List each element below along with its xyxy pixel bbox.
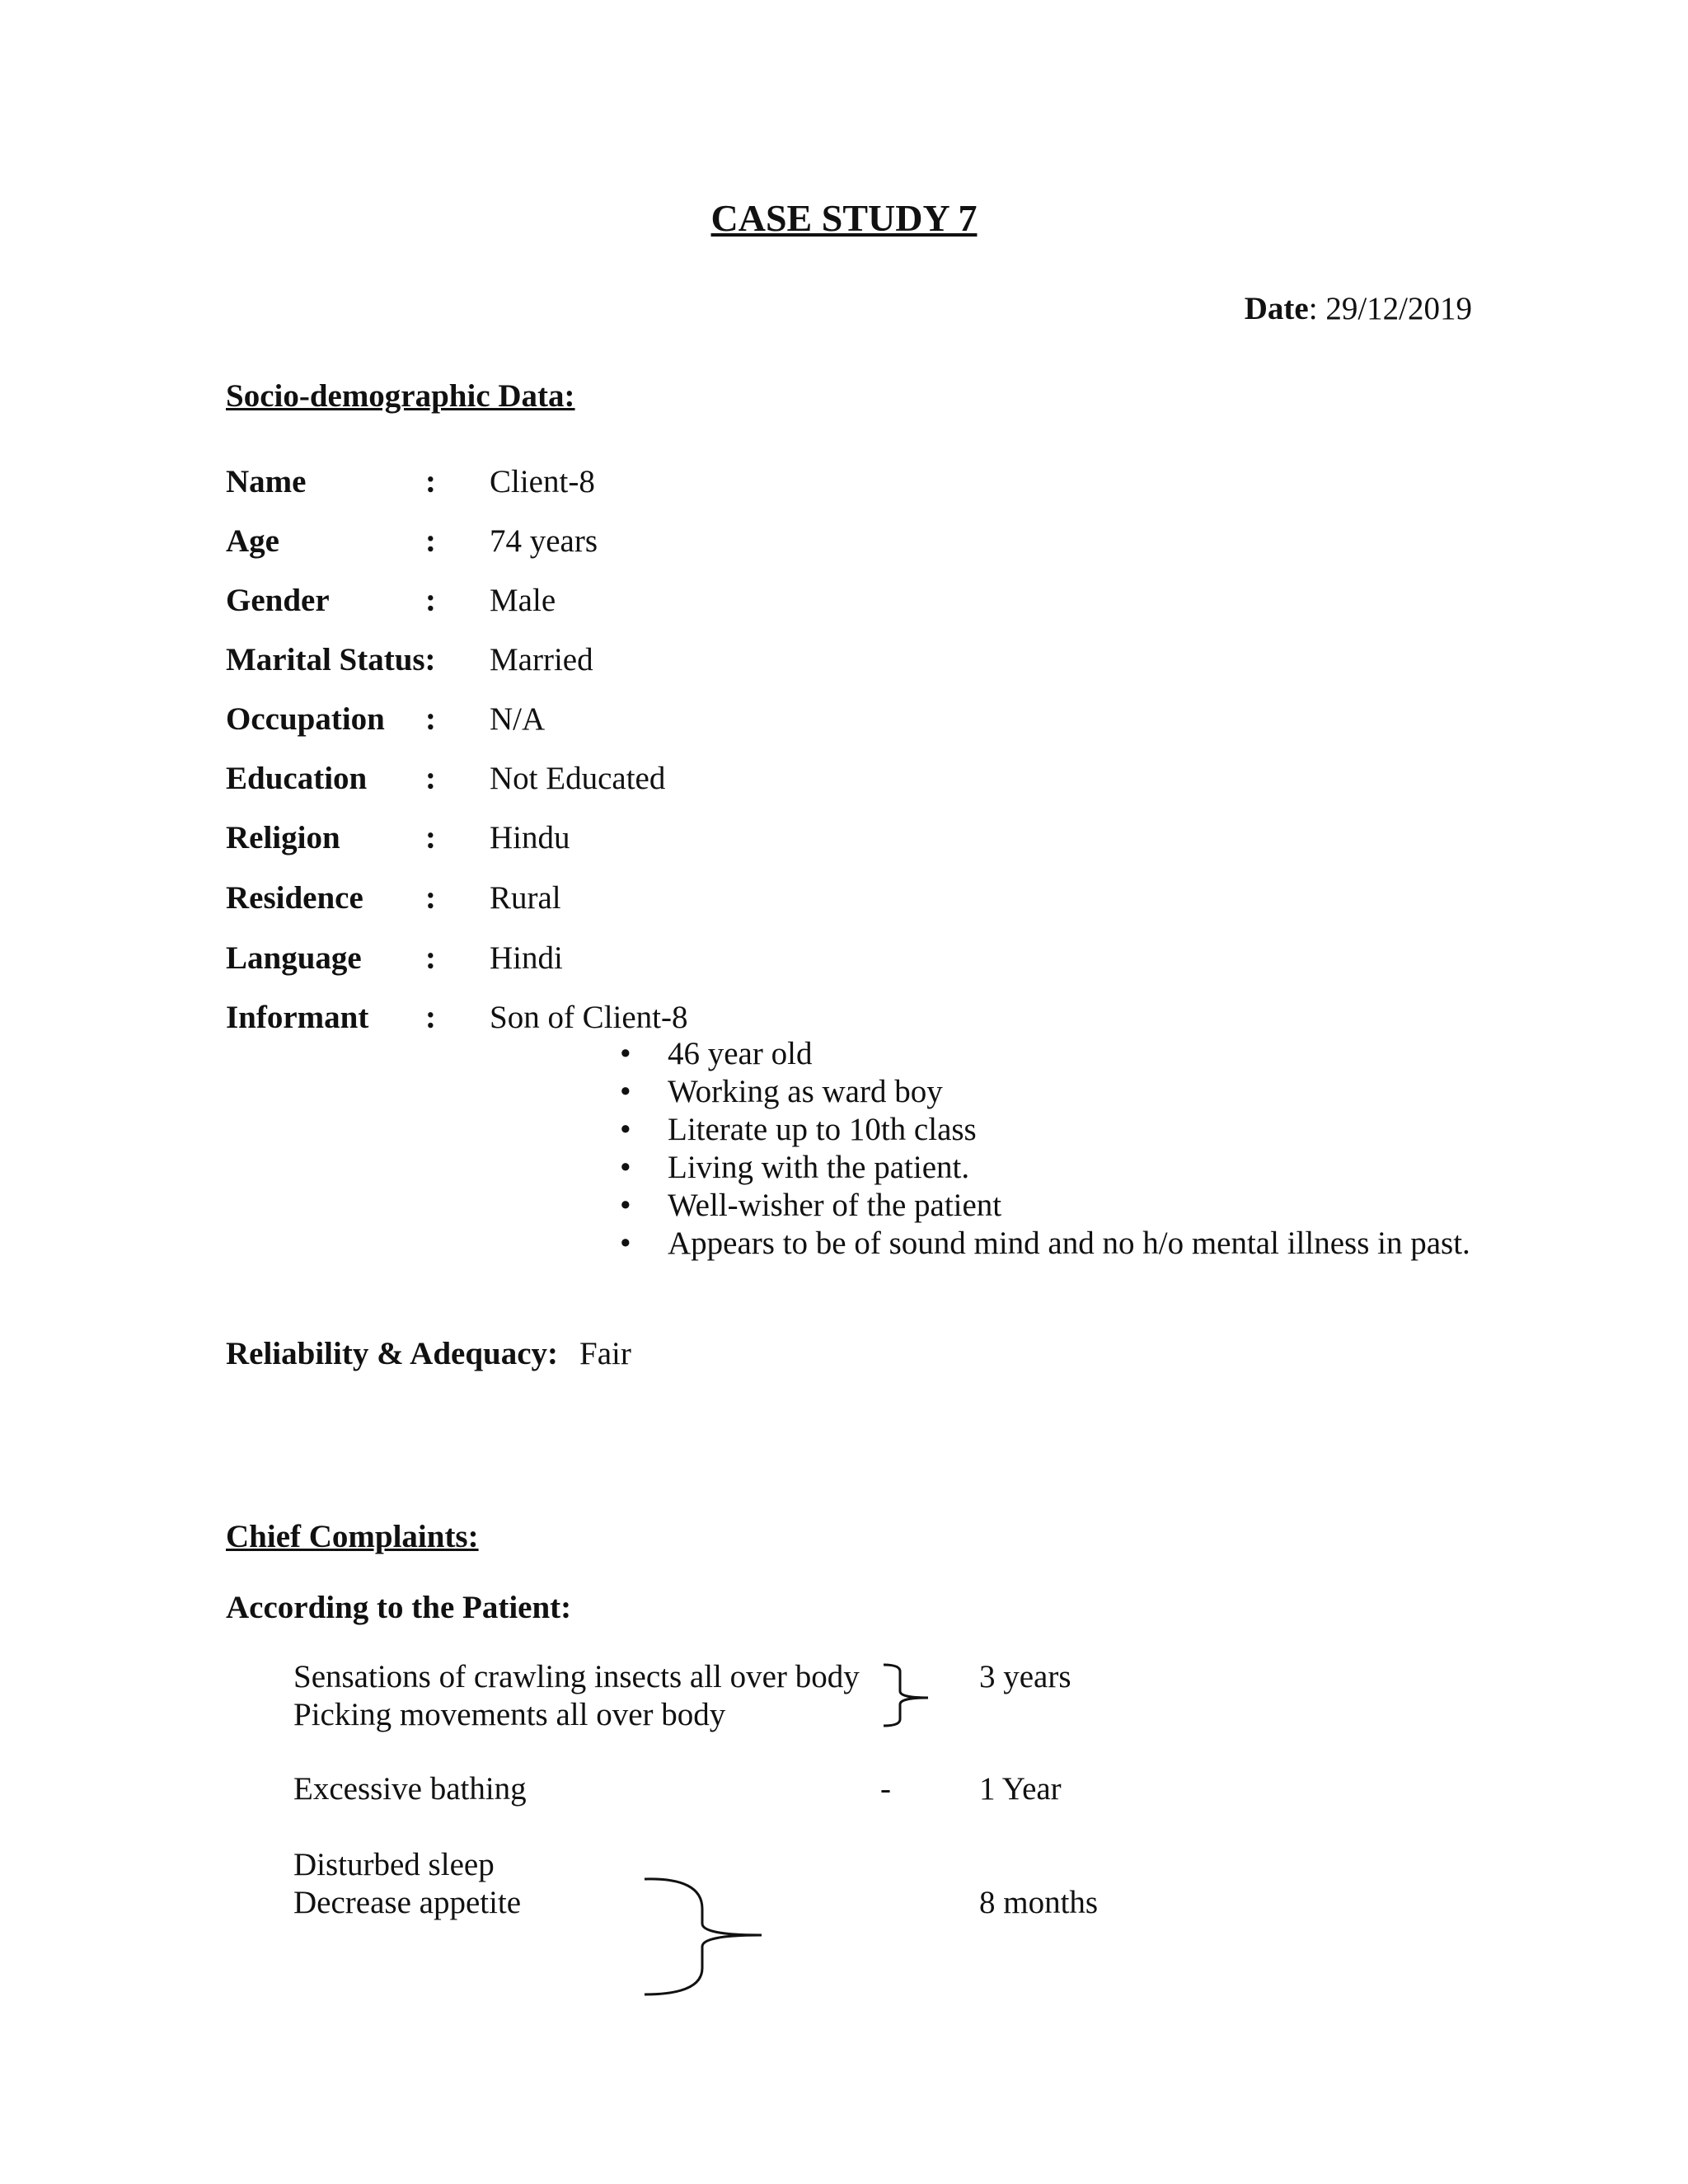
field-colon: : xyxy=(425,820,436,855)
reliability-label: Reliability & Adequacy: xyxy=(226,1336,559,1371)
bullet-icon: • xyxy=(620,1150,631,1185)
field-value: Not Educated xyxy=(490,761,666,796)
field-label: Name xyxy=(226,464,307,499)
bullet-icon: • xyxy=(620,1036,631,1071)
date-value: : 29/12/2019 xyxy=(1308,291,1472,326)
field-colon: : xyxy=(425,1000,436,1035)
field-colon: : xyxy=(425,464,436,499)
complaint-item: Sensations of crawling insects all over body xyxy=(293,1659,860,1694)
date-line xyxy=(1245,290,1472,327)
list-item: • 46 year old xyxy=(620,1036,813,1071)
field-value: 74 years xyxy=(490,523,598,559)
field-label: Marital Status: xyxy=(226,642,436,677)
bullet-icon: • xyxy=(620,1188,631,1223)
list-item: • Literate up to 10th class xyxy=(620,1112,977,1147)
right-brace-icon xyxy=(882,1661,931,1727)
field-value: N/A xyxy=(490,701,546,737)
field-value: Married xyxy=(490,642,593,677)
field-label: Informant xyxy=(226,1000,369,1035)
field-colon: : xyxy=(425,940,436,976)
field-label: Age xyxy=(226,523,279,559)
bullet-icon: • xyxy=(620,1112,631,1147)
complaint-dash: - xyxy=(880,1771,891,1807)
field-value: Client-8 xyxy=(490,464,595,499)
sociodemographic-heading: Socio-demographic Data: xyxy=(226,378,575,414)
according-to-patient-heading: According to the Patient: xyxy=(226,1590,572,1625)
list-item: • Living with the patient. xyxy=(620,1150,970,1185)
complaint-item: Excessive bathing xyxy=(293,1771,527,1807)
field-value: Male xyxy=(490,583,556,618)
field-colon: : xyxy=(425,761,436,796)
field-colon: : xyxy=(425,701,436,737)
field-label: Residence xyxy=(226,880,363,916)
reliability-line xyxy=(226,1335,631,1372)
field-value: Rural xyxy=(490,880,561,916)
field-value: Hindi xyxy=(490,940,563,976)
complaint-item: Disturbed sleep xyxy=(293,1847,495,1882)
list-item: • Well-wisher of the patient xyxy=(620,1188,1002,1223)
date-label: Date xyxy=(1244,291,1309,326)
field-label: Language xyxy=(226,940,362,976)
informant-details-list xyxy=(610,1035,1484,1263)
field-label: Occupation xyxy=(226,701,385,737)
complaint-item: Decrease appetite xyxy=(293,1885,522,1920)
field-label: Education xyxy=(226,761,368,796)
field-label: Gender xyxy=(226,583,330,618)
list-item: • Appears to be of sound mind and no h/o mental illness in past. xyxy=(620,1226,1470,1261)
bullet-icon: • xyxy=(620,1226,631,1261)
bullet-icon: • xyxy=(620,1074,631,1109)
complaint-item: Picking movements all over body xyxy=(293,1697,726,1732)
field-colon: : xyxy=(425,523,436,559)
list-item: • Working as ward boy xyxy=(620,1074,943,1109)
field-colon: : xyxy=(425,880,436,916)
field-colon: : xyxy=(425,583,436,618)
right-brace-icon xyxy=(643,1876,767,1999)
field-label: Religion xyxy=(226,820,340,855)
page-title: CASE STUDY 7 xyxy=(710,197,978,239)
complaint-duration: 3 years xyxy=(979,1659,1071,1694)
chief-complaints-heading: Chief Complaints: xyxy=(226,1519,479,1554)
complaint-duration: 8 months xyxy=(979,1885,1099,1920)
field-value: Hindu xyxy=(490,820,570,855)
complaint-duration: 1 Year xyxy=(979,1771,1062,1807)
field-value: Son of Client-8 xyxy=(490,1000,688,1035)
reliability-value: Fair xyxy=(579,1336,631,1371)
